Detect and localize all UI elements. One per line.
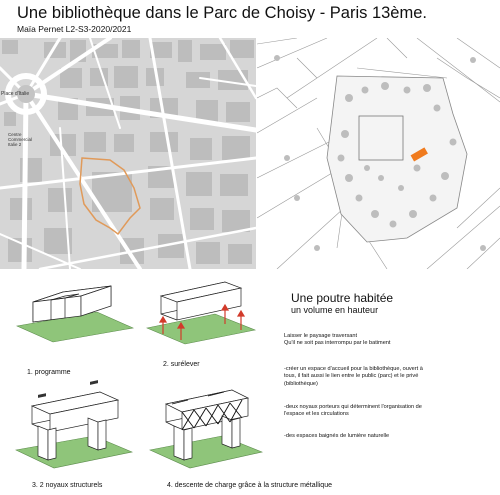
step-label-2: 2. surélever [163,361,200,368]
map-label-centre-commercial: Centre Commercial Italie 2 [8,132,33,147]
page-title: Une bibliothèque dans le Parc de Choisy - Paris 13ème. [17,4,427,22]
note-cores: -deux noyaux porteurs qui déterminent l'organisation de l'espace et les circulations [284,404,422,418]
step-label-4: 4. descente de charge grâce à la structure métallique [167,482,332,489]
diagram-raise [145,272,265,362]
concept-heading: Une poutre habitée [291,291,394,305]
site-plan [257,38,500,269]
note-light: -des espaces baignés de lumière naturelle [284,433,390,439]
step-label-3: 3. 2 noyaux structurels [32,482,103,489]
diagram-cores [14,380,140,478]
diagram-programme [15,276,145,366]
map-label-place-italie: Place d'Italie [1,91,30,97]
city-map [0,38,256,269]
note-reception: -créer un espace d'accueil pour la bibliothèque, ouvert à tous, il fait aussi le lien entre le public (parc) et le privé (bibliothèque) [284,366,423,387]
note-landscape: Laisser le paysage traversant Qu'il ne soit pas interrompu par le batiment [284,333,391,347]
author-line: Maïa Pernet L2-S3-2020/2021 [17,24,132,34]
concept-subheading: un volume en hauteur [291,305,379,315]
diagram-structure [148,378,268,478]
step-label-1: 1. programme [27,369,71,376]
